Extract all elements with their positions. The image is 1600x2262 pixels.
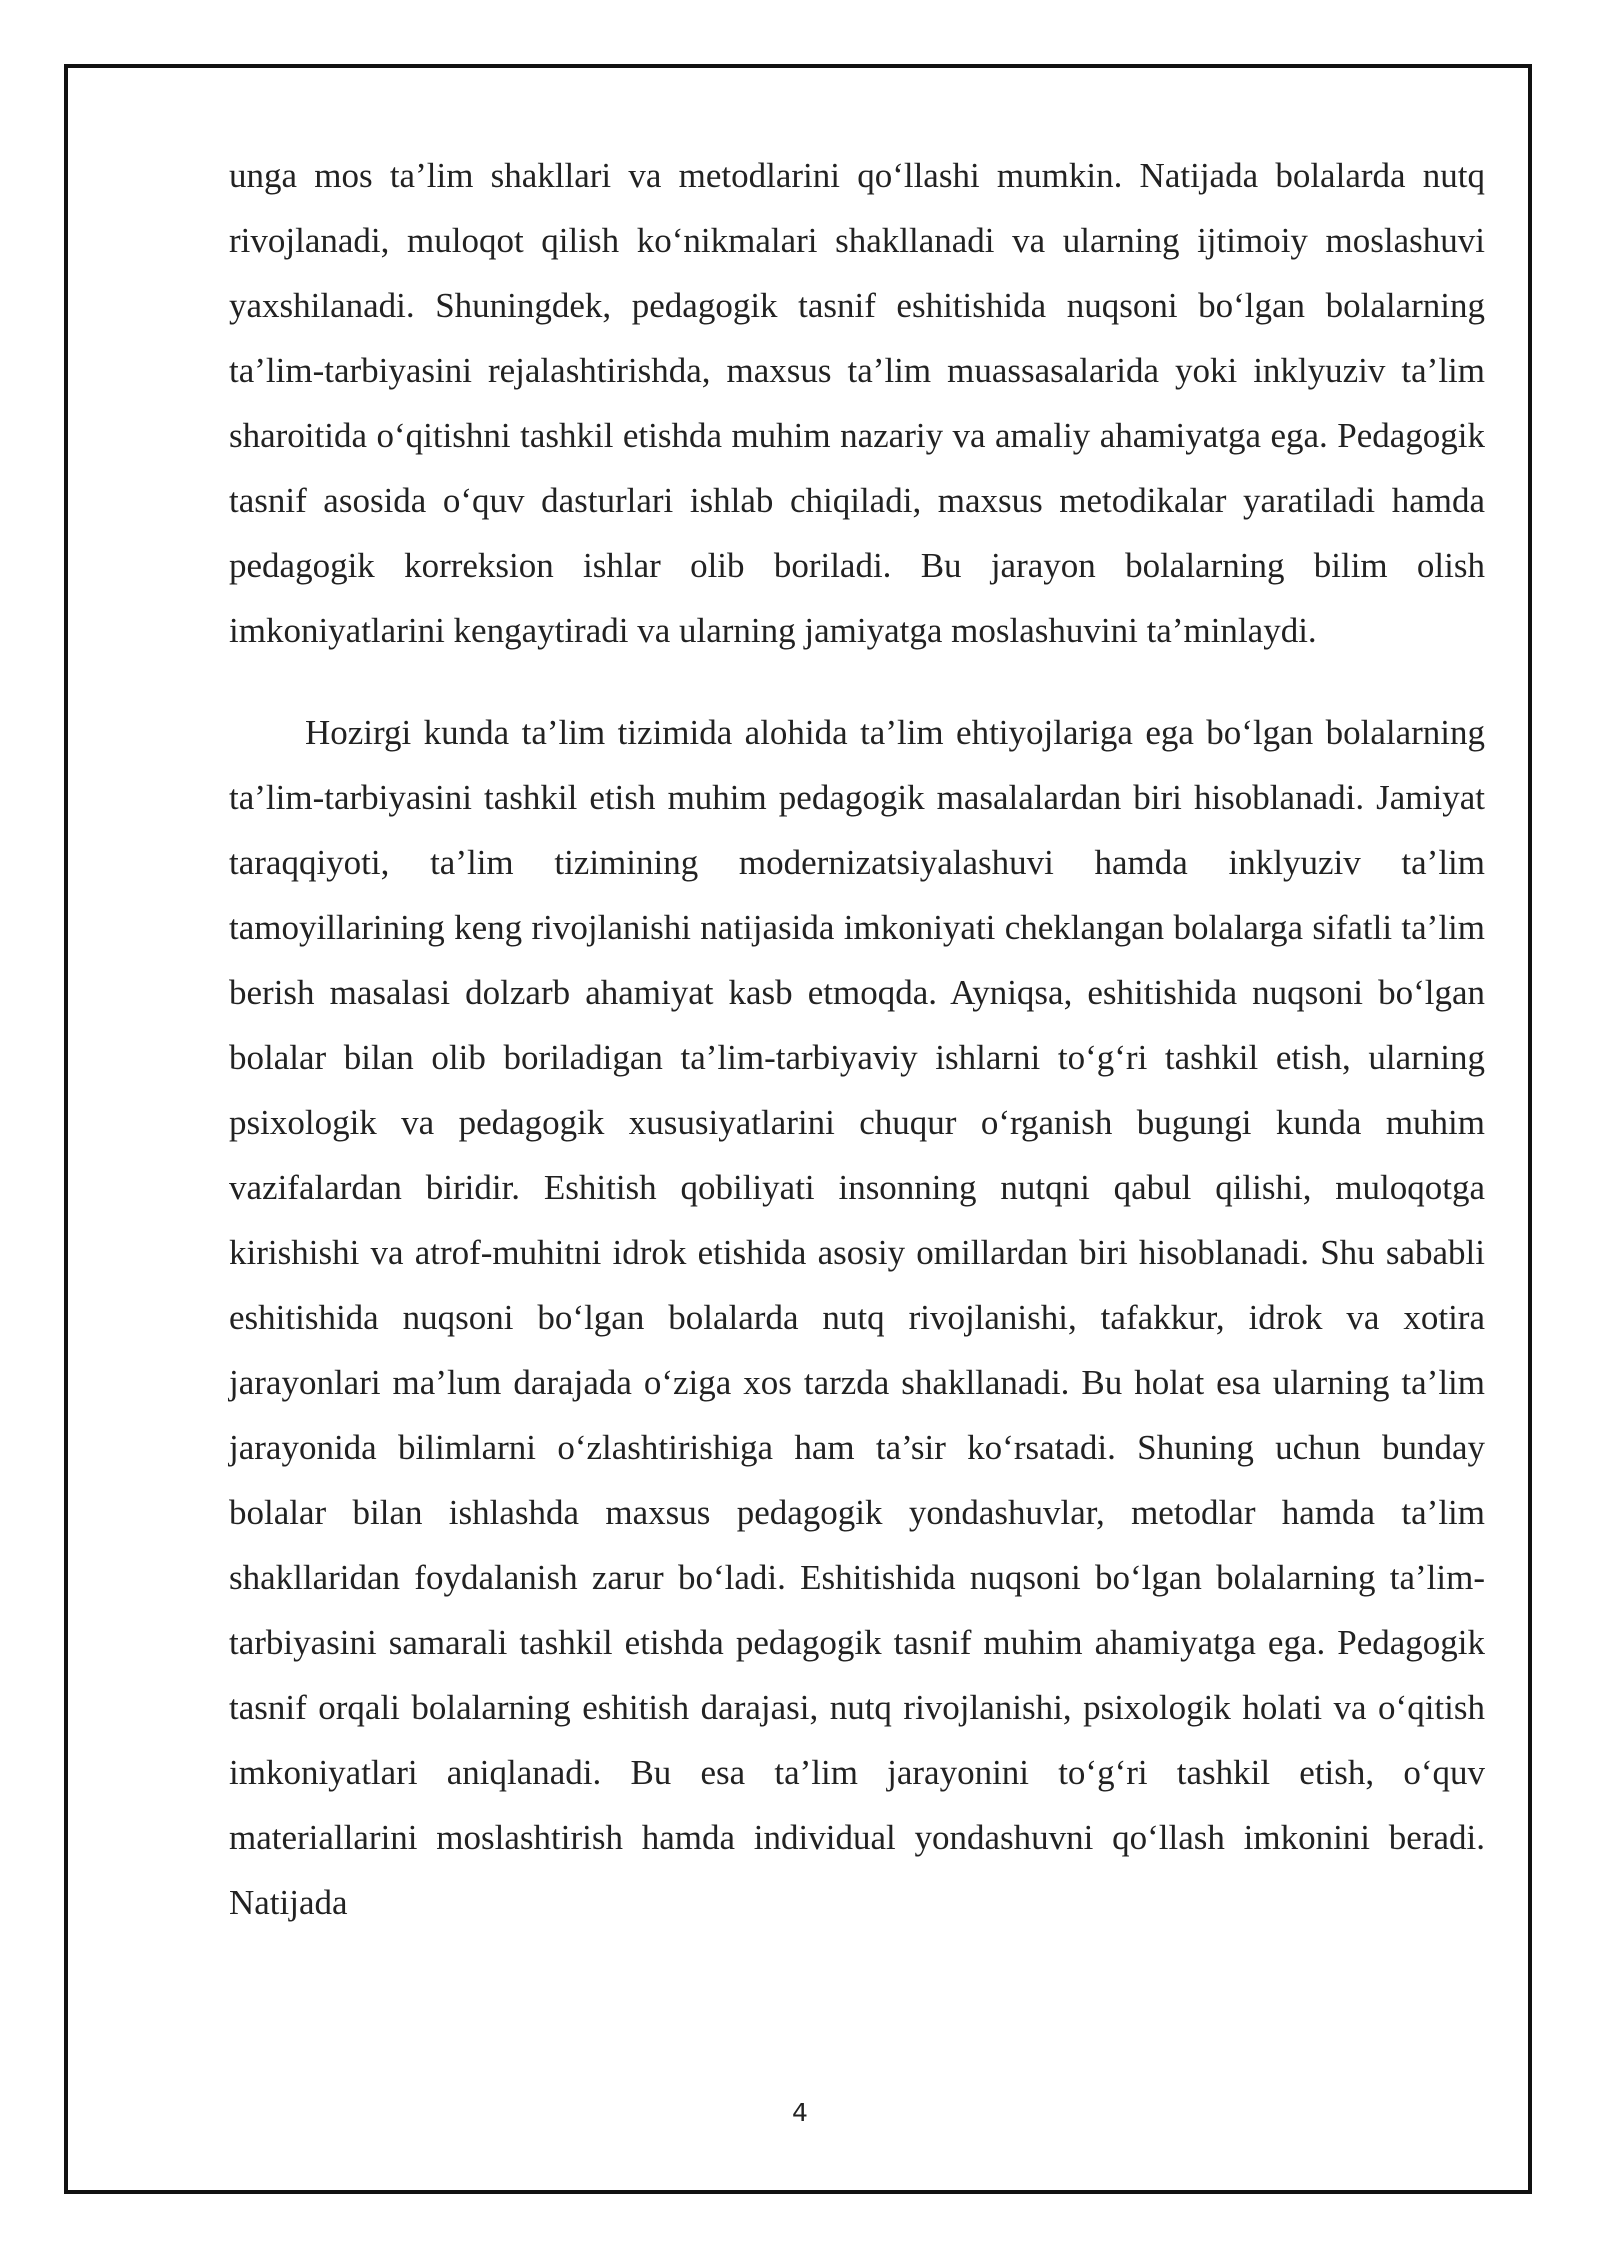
paragraph-continuation: unga mos ta’lim shakllari va metodlarini qo‘llashi mumkin. Natijada bolalarda nutq rivojlanadi, muloqot qilish ko‘nikmalari shakllanadi va ularning ijtimoiy moslashuvi yaxshilanadi. Shuningdek, pedagogik tasnif eshitishida nuqsoni bo‘lgan bolalarning ta’lim-tarbiyasini rejalashtirishda, maxsus ta’lim muassasalarida yoki inklyuziv ta’lim sharoitida o‘qitishni tashkil etishda muhim nazariy va amaliy ahamiyatga ega. Pedagogik tasnif asosida o‘quv dasturlari ishlab chiqiladi, maxsus metodikalar yaratiladi hamda pedagogik korreksion ishlar olib boriladi. Bu jarayon bolalarning bilim olish imkoniyatlarini kengaytiradi va ularning jamiyatga moslashuvini ta’minlaydi. xyxy=(229,156,1485,650)
document-body xyxy=(229,143,1485,1935)
paragraph-inclusive-education: Hozirgi kunda ta’lim tizimida alohida ta’lim ehtiyojlariga ega bo‘lgan bolalarning ta’lim-tarbiyasini tashkil etish muhim pedagogik masalalardan biri hisoblanadi. Jamiyat taraqqiyoti, ta’lim tizimining modernizatsiyalashuvi hamda inklyuziv ta’lim tamoyillarining keng rivojlanishi natijasida imkoniyati cheklangan bolalarga sifatli ta’lim berish masalasi dolzarb ahamiyat kasb etmoqda. Ayniqsa, eshitishida nuqsoni bo‘lgan bolalar bilan olib boriladigan ta’lim-tarbiyaviy ishlarni to‘g‘ri tashkil etish, ularning psixologik va pedagogik xususiyatlarini chuqur o‘rganish bugungi kunda muhim vazifalardan biridir. Eshitish qobiliyati insonning nutqni qabul qilishi, muloqotga kirishishi va atrof-muhitni idrok etishida asosiy omillardan biri hisoblanadi. Shu sababli eshitishida nuqsoni bo‘lgan bolalarda nutq rivojlanishi, tafakkur, idrok va xotira jarayonlari ma’lum darajada o‘ziga xos tarzda shakllanadi. Bu holat esa ularning ta’lim jarayonida bilimlarni o‘zlashtirishiga ham ta’sir ko‘rsatadi. Shuning uchun bunday bolalar bilan ishlashda maxsus pedagogik yondashuvlar, metodlar hamda ta’lim shakllaridan foydalanish zarur bo‘ladi. Eshitishida nuqsoni bo‘lgan bolalarning ta’lim-tarbiyasini samarali tashkil etishda pedagogik tasnif muhim ahamiyatga ega. Pedagogik tasnif orqali bolalarning eshitish darajasi, nutq rivojlanishi, psixologik holati va o‘qitish imkoniyatlari aniqlanadi. Bu esa ta’lim jarayonini to‘g‘ri tashkil etish, o‘quv materiallarini moslashtirish hamda individual yondashuvni qo‘llash imkonini beradi. Natijada xyxy=(229,713,1485,1922)
page-number: 4 xyxy=(792,2098,808,2127)
